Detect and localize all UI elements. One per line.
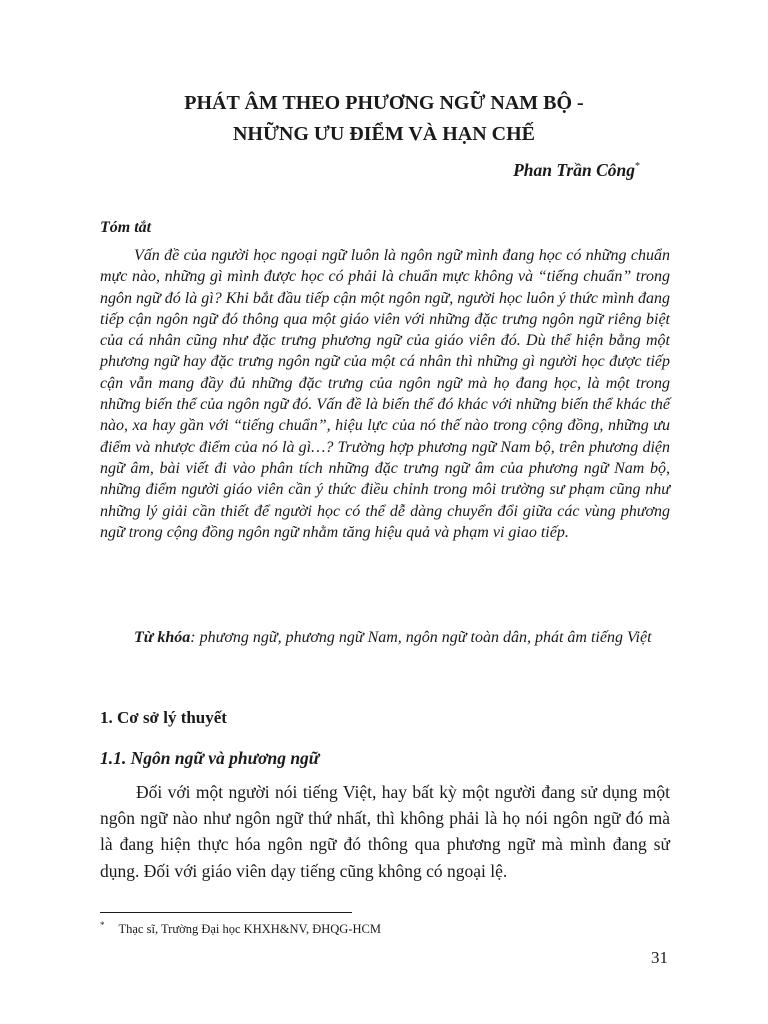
author-byline: [513, 160, 640, 181]
paper-title-line-2: NHỮNG ƯU ĐIỂM VÀ HẠN CHẾ: [232, 123, 536, 145]
keywords-text: : phương ngữ, phương ngữ Nam, ngôn ngữ toàn dân, phát âm tiếng Việt: [190, 629, 652, 646]
abstract-heading: Tóm tắt: [100, 219, 152, 236]
abstract-text: Vấn đề của người học ngoại ngữ luôn là ngôn ngữ mình đang học có những chuẩn mực nào, những gì mình được học có phải là chuẩn mực không và “tiếng chuẩn” trong ngôn ngữ đó là gì? Khi bắt đầu tiếp cận một ngôn ngữ, người học luôn ý thức mình đang tiếp cận ngôn ngữ đó thông qua một giáo viên với những đặc trưng ngôn ngữ riêng biệt của cá nhân cũng như đặc trưng phương ngữ của giáo viên đó. Dù thể hiện bằng một phương ngữ hay đặc trưng ngôn ngữ của một cá nhân thì những gì người học được tiếp cận vẫn mang đầy đủ những đặc trưng của ngôn ngữ mà họ đang học, là một trong những biến thể của ngôn ngữ đó. Vấn đề là biến thể đó khác với những biến thể khác thế nào, xa hay gần với “tiếng chuẩn”, hiệu lực của nó thế nào trong cộng đồng, những ưu điểm và nhược điểm của nó là gì…? Trường hợp phương ngữ Nam bộ, trên phương diện ngữ âm, bài viết đi vào phân tích những đặc trưng ngữ âm của phương ngữ Nam bộ, những điểm người giáo viên cần ý thức điều chỉnh trong môi trường sư phạm cũng như những lý giải cần thiết để người học có thể dễ dàng chuyển đổi giữa các vùng phương ngữ trong cộng đồng ngôn ngữ nhằm tăng hiệu quả và phạm vi giao tiếp.: [100, 247, 670, 541]
footnote-mark: *: [100, 920, 105, 930]
paper-title: [0, 88, 768, 150]
page-number: 31: [651, 948, 668, 967]
section-heading: 1. Cơ sở lý thuyết: [100, 708, 227, 727]
body-paragraph: Đối với một người nói tiếng Việt, hay bất kỳ một người đang sử dụng một ngôn ngữ nào như ngôn ngữ thứ nhất, thì không phải là họ nói ngôn ngữ đó mà là đang hiện thực hóa ngôn ngữ đó thông qua phương ngữ mà mình đang sử dụng. Đối với giáo viên dạy tiếng cũng không có ngoại lệ.: [100, 782, 670, 881]
author-name: Phan Trần Công: [513, 160, 635, 180]
footnote-divider: [100, 912, 352, 913]
keywords-line: [100, 627, 670, 648]
author-footnote-mark: *: [635, 161, 640, 173]
footnote: [100, 920, 381, 937]
footnote-text: Thạc sĩ, Trường Đại học KHXH&NV, ĐHQG-HCM: [118, 922, 381, 937]
keywords-label: Từ khóa: [134, 629, 191, 646]
subsection-heading: 1.1. Ngôn ngữ và phương ngữ: [100, 748, 320, 768]
paper-title-line-1: PHÁT ÂM THEO PHƯƠNG NGỮ NAM BỘ -: [184, 92, 584, 114]
